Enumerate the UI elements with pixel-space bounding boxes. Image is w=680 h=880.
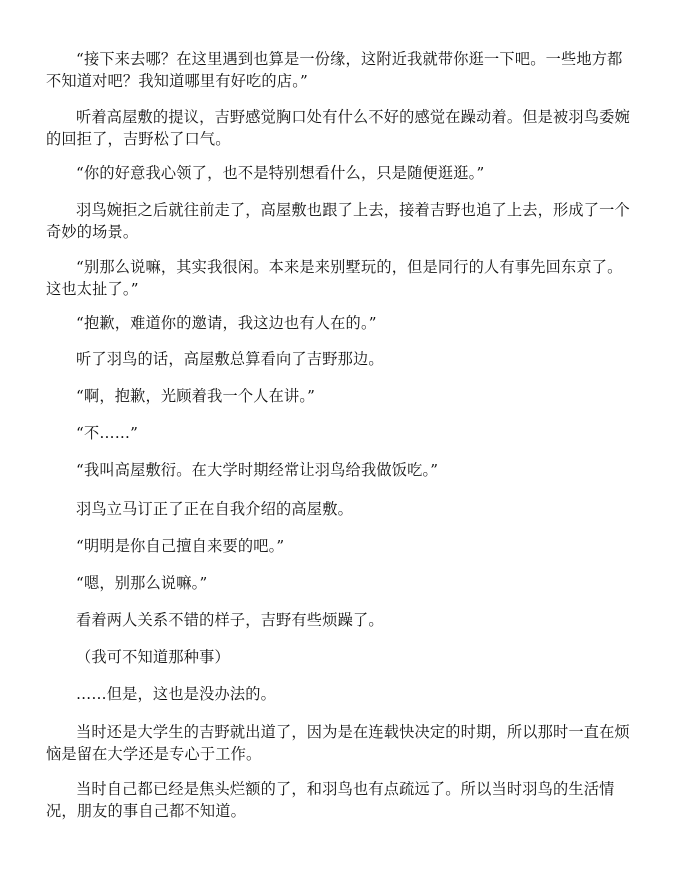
paragraph-11: 羽鸟立马订正了正在自我介绍的高屋敷。: [76, 500, 353, 518]
paragraph-6: “抱歉，难道你的邀请，我这边也有人在的。”: [76, 314, 377, 332]
paragraph-10: “我叫高屋敷衍。在大学时期经常让羽鸟给我做饭吃。”: [76, 461, 439, 479]
paragraph-14: 看着两人关系不错的样子，吉野有些烦躁了。: [76, 611, 384, 629]
paragraph-4: 羽鸟婉拒之后就往前走了，高屋敷也跟了上去，接着吉野也追了上去，形成了一个奇妙的场景。: [46, 201, 630, 241]
paragraph-17: 当时还是大学生的吉野就出道了，因为是在连载快决定的时期，所以那时一直在烦恼是留在大学还是专心于工作。: [46, 723, 630, 763]
paragraph-18: 当时自己都已经是焦头烂额的了，和羽鸟也有点疏远了。所以当时羽鸟的生活情况，朋友的事自己都不知道。: [46, 780, 615, 820]
paragraph-8: “啊，抱歉，光顾着我一个人在讲。”: [76, 387, 316, 405]
paragraph-15: （我可不知道那种事）: [76, 648, 230, 666]
paragraph-9: “不……”: [76, 424, 139, 442]
paragraph-5: “别那么说嘛，其实我很闲。本来是来别墅玩的，但是同行的人有事先回东京了。这也太扯了。”: [46, 258, 623, 298]
paragraph-7: 听了羽鸟的话，高屋敷总算看向了吉野那边。: [76, 350, 384, 368]
paragraph-16: ……但是，这也是没办法的。: [76, 685, 277, 703]
paragraph-1: “接下来去哪？在这里遇到也算是一份缘，这附近我就带你逛一下吧。一些地方都不知道对吧？我知道哪里有好吃的店。”: [46, 50, 623, 90]
paragraph-2: 听着高屋敷的提议，吉野感觉胸口处有什么不好的感觉在躁动着。但是被羽鸟委婉的回拒了，吉野松了口气。: [46, 108, 630, 148]
paragraph-12: “明明是你自己擅自来要的吧。”: [76, 537, 285, 555]
paragraph-13: “嗯，别那么说嘛。”: [76, 574, 208, 592]
paragraph-3: “你的好意我心领了，也不是特别想看什么，只是随便逛逛。”: [76, 164, 485, 182]
